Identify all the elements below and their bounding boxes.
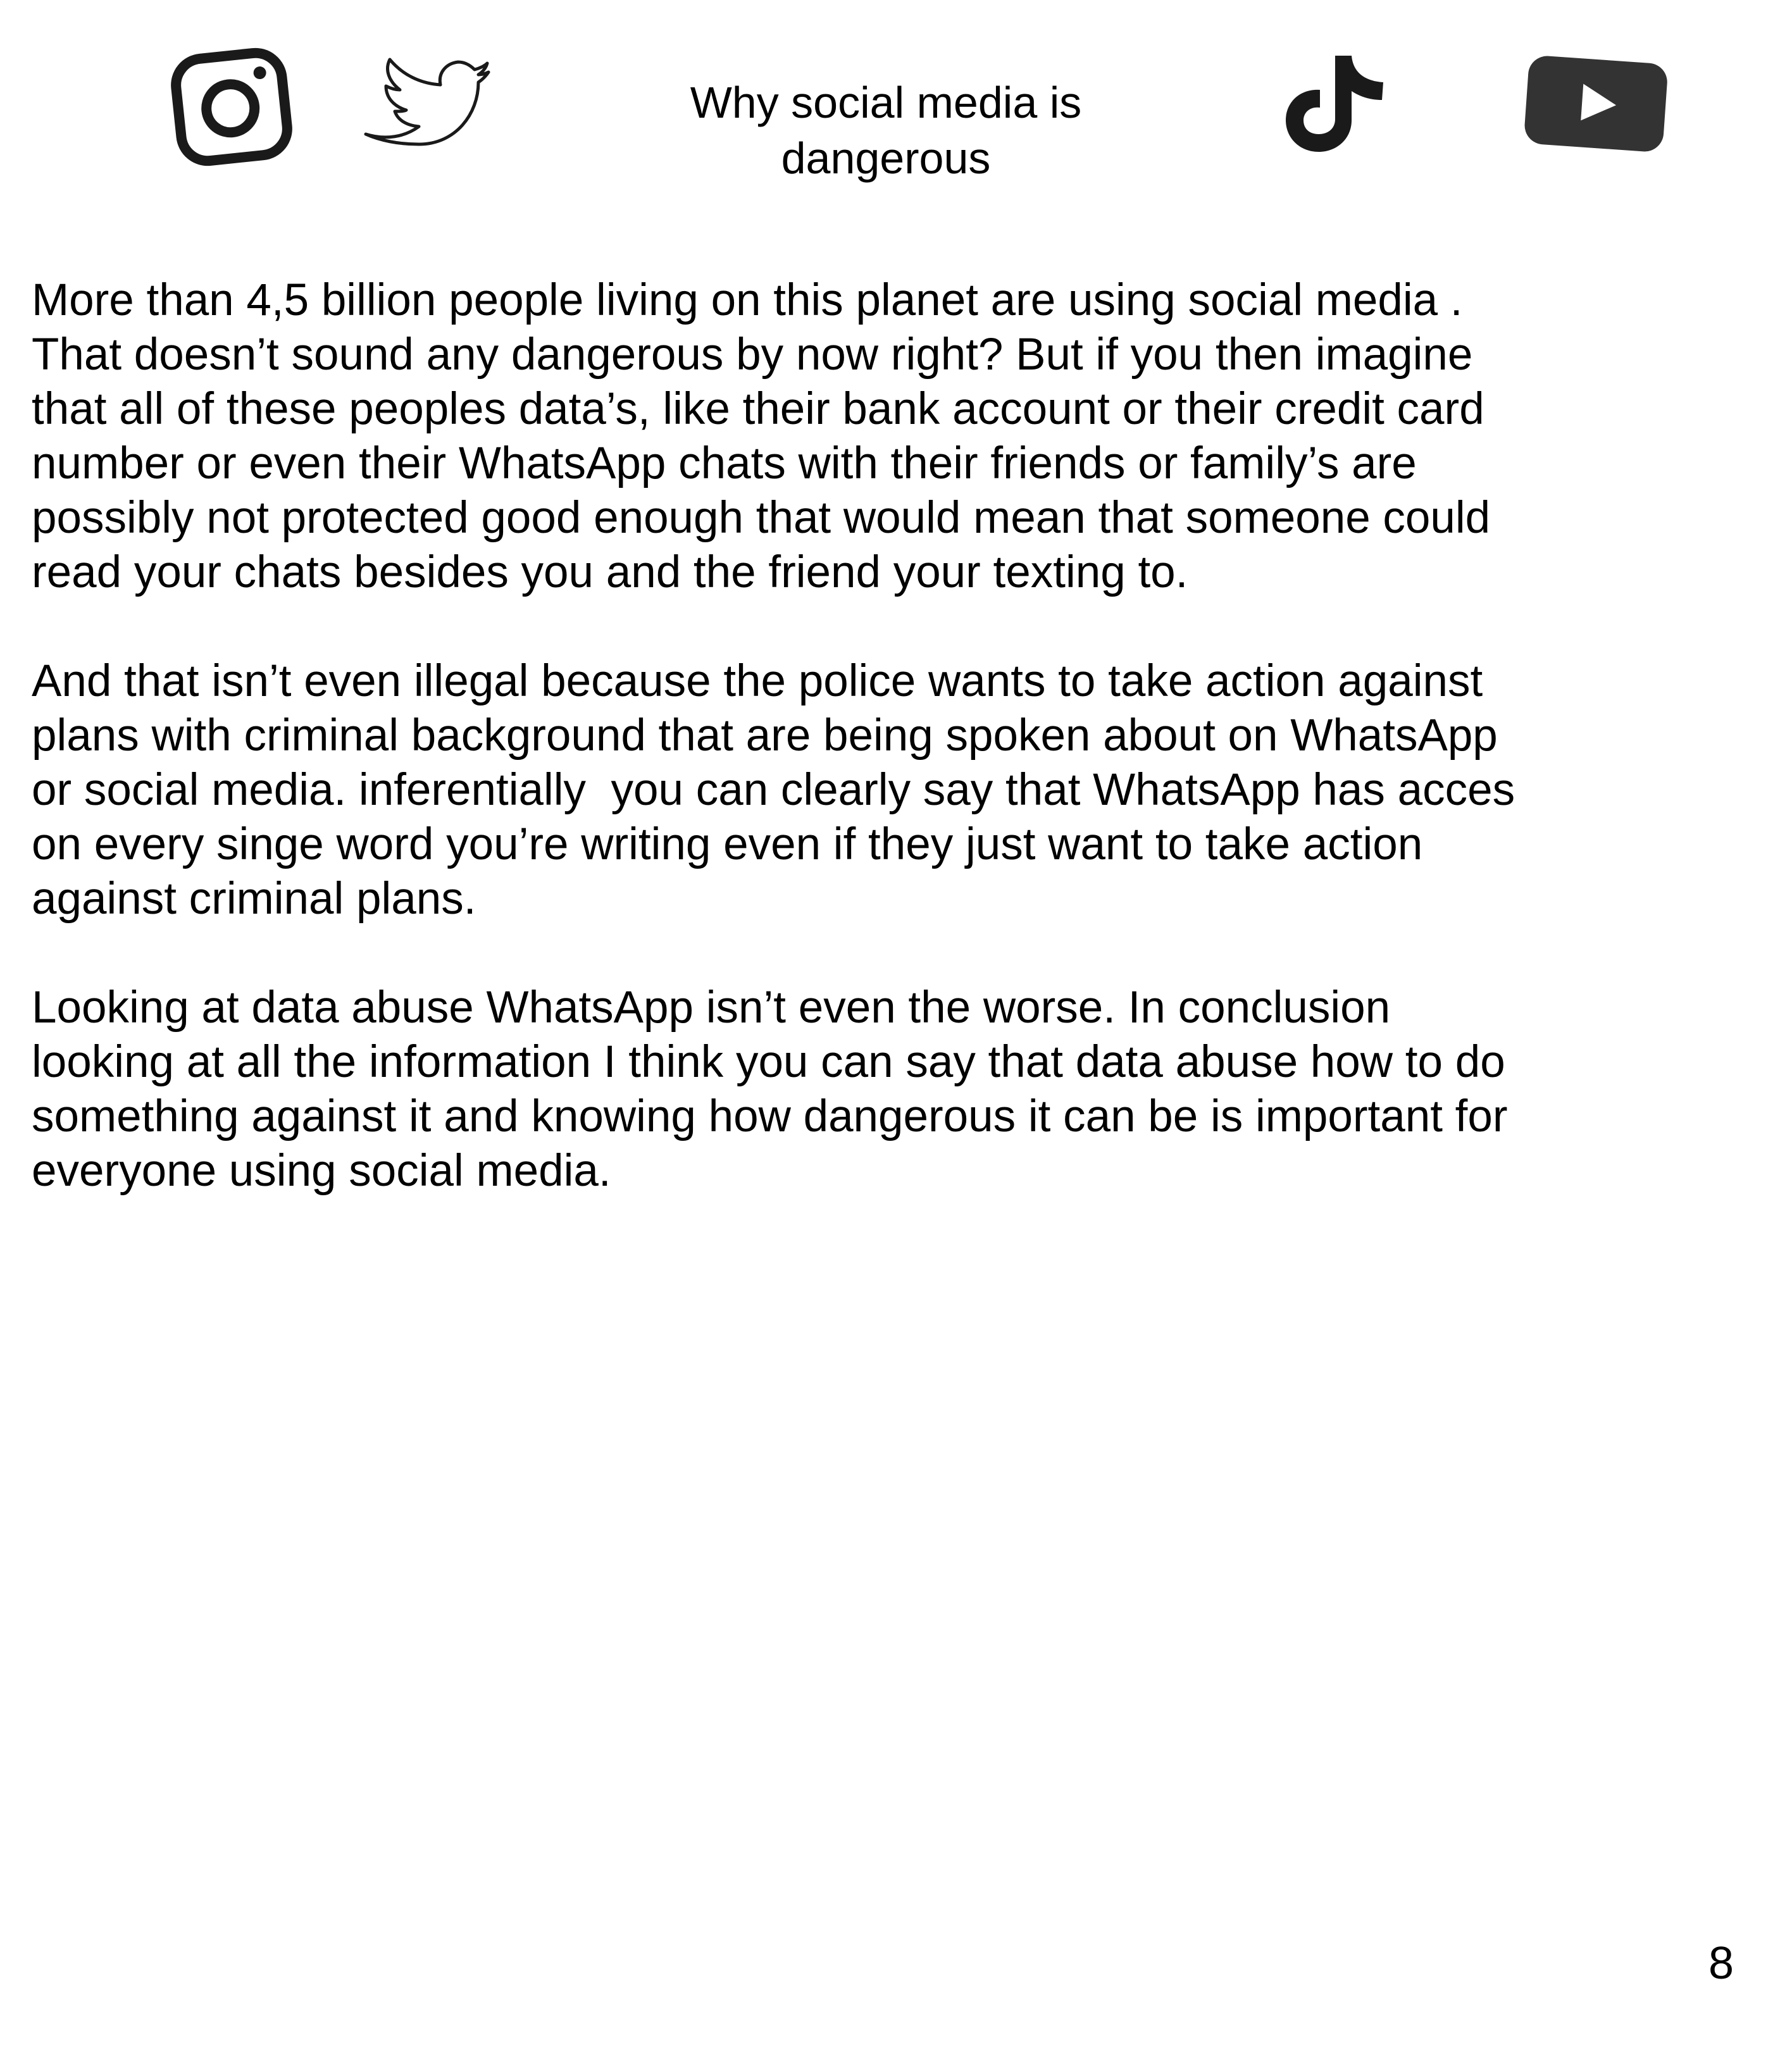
- paragraph-line: or social media. inferentially you can clearly say that WhatsApp has acces: [32, 765, 1515, 815]
- paragraph-line: number or even their WhatsApp chats with their friends or family’s are: [32, 438, 1417, 488]
- tiktok-icon: [1274, 53, 1393, 153]
- page-number: 8: [1708, 1938, 1734, 1989]
- paragraph-line: possibly not protected good enough that would mean that someone could: [32, 493, 1491, 543]
- instagram-icon: [163, 46, 300, 168]
- paragraph-line: against criminal plans.: [32, 874, 476, 924]
- title-line-2: dangerous: [781, 134, 991, 183]
- paragraph-line: That doesn’t sound any dangerous by now right? But if you then imagine: [32, 330, 1473, 380]
- title-line-1: Why social media is: [690, 78, 1082, 127]
- article-body: [32, 273, 1778, 1253]
- paragraph-line: More than 4,5 billion people living on this planet are using social media .: [32, 275, 1463, 325]
- paragraph-3: [32, 981, 1778, 1198]
- page-title: [569, 75, 1202, 186]
- paragraph-line: read your chats besides you and the friend your texting to.: [32, 547, 1188, 597]
- paragraph-2: [32, 654, 1778, 926]
- paragraph-line: plans with criminal background that are being spoken about on WhatsApp: [32, 711, 1498, 761]
- paragraph-line: on every singe word you’re writing even if they just want to take action: [32, 819, 1423, 869]
- twitter-icon: [361, 57, 491, 149]
- youtube-icon: [1520, 53, 1672, 157]
- paragraph-line: everyone using social media.: [32, 1146, 611, 1196]
- paragraph-line: looking at all the information I think you can say that data abuse how to do: [32, 1037, 1505, 1087]
- paragraph-line: And that isn’t even illegal because the police wants to take action against: [32, 656, 1483, 706]
- paragraph-line: that all of these peoples data’s, like their bank account or their credit card: [32, 384, 1484, 434]
- paragraph-1: [32, 273, 1778, 600]
- paragraph-line: Looking at data abuse WhatsApp isn’t even the worse. In conclusion: [32, 983, 1391, 1033]
- paragraph-line: something against it and knowing how dangerous it can be is important for: [32, 1091, 1508, 1141]
